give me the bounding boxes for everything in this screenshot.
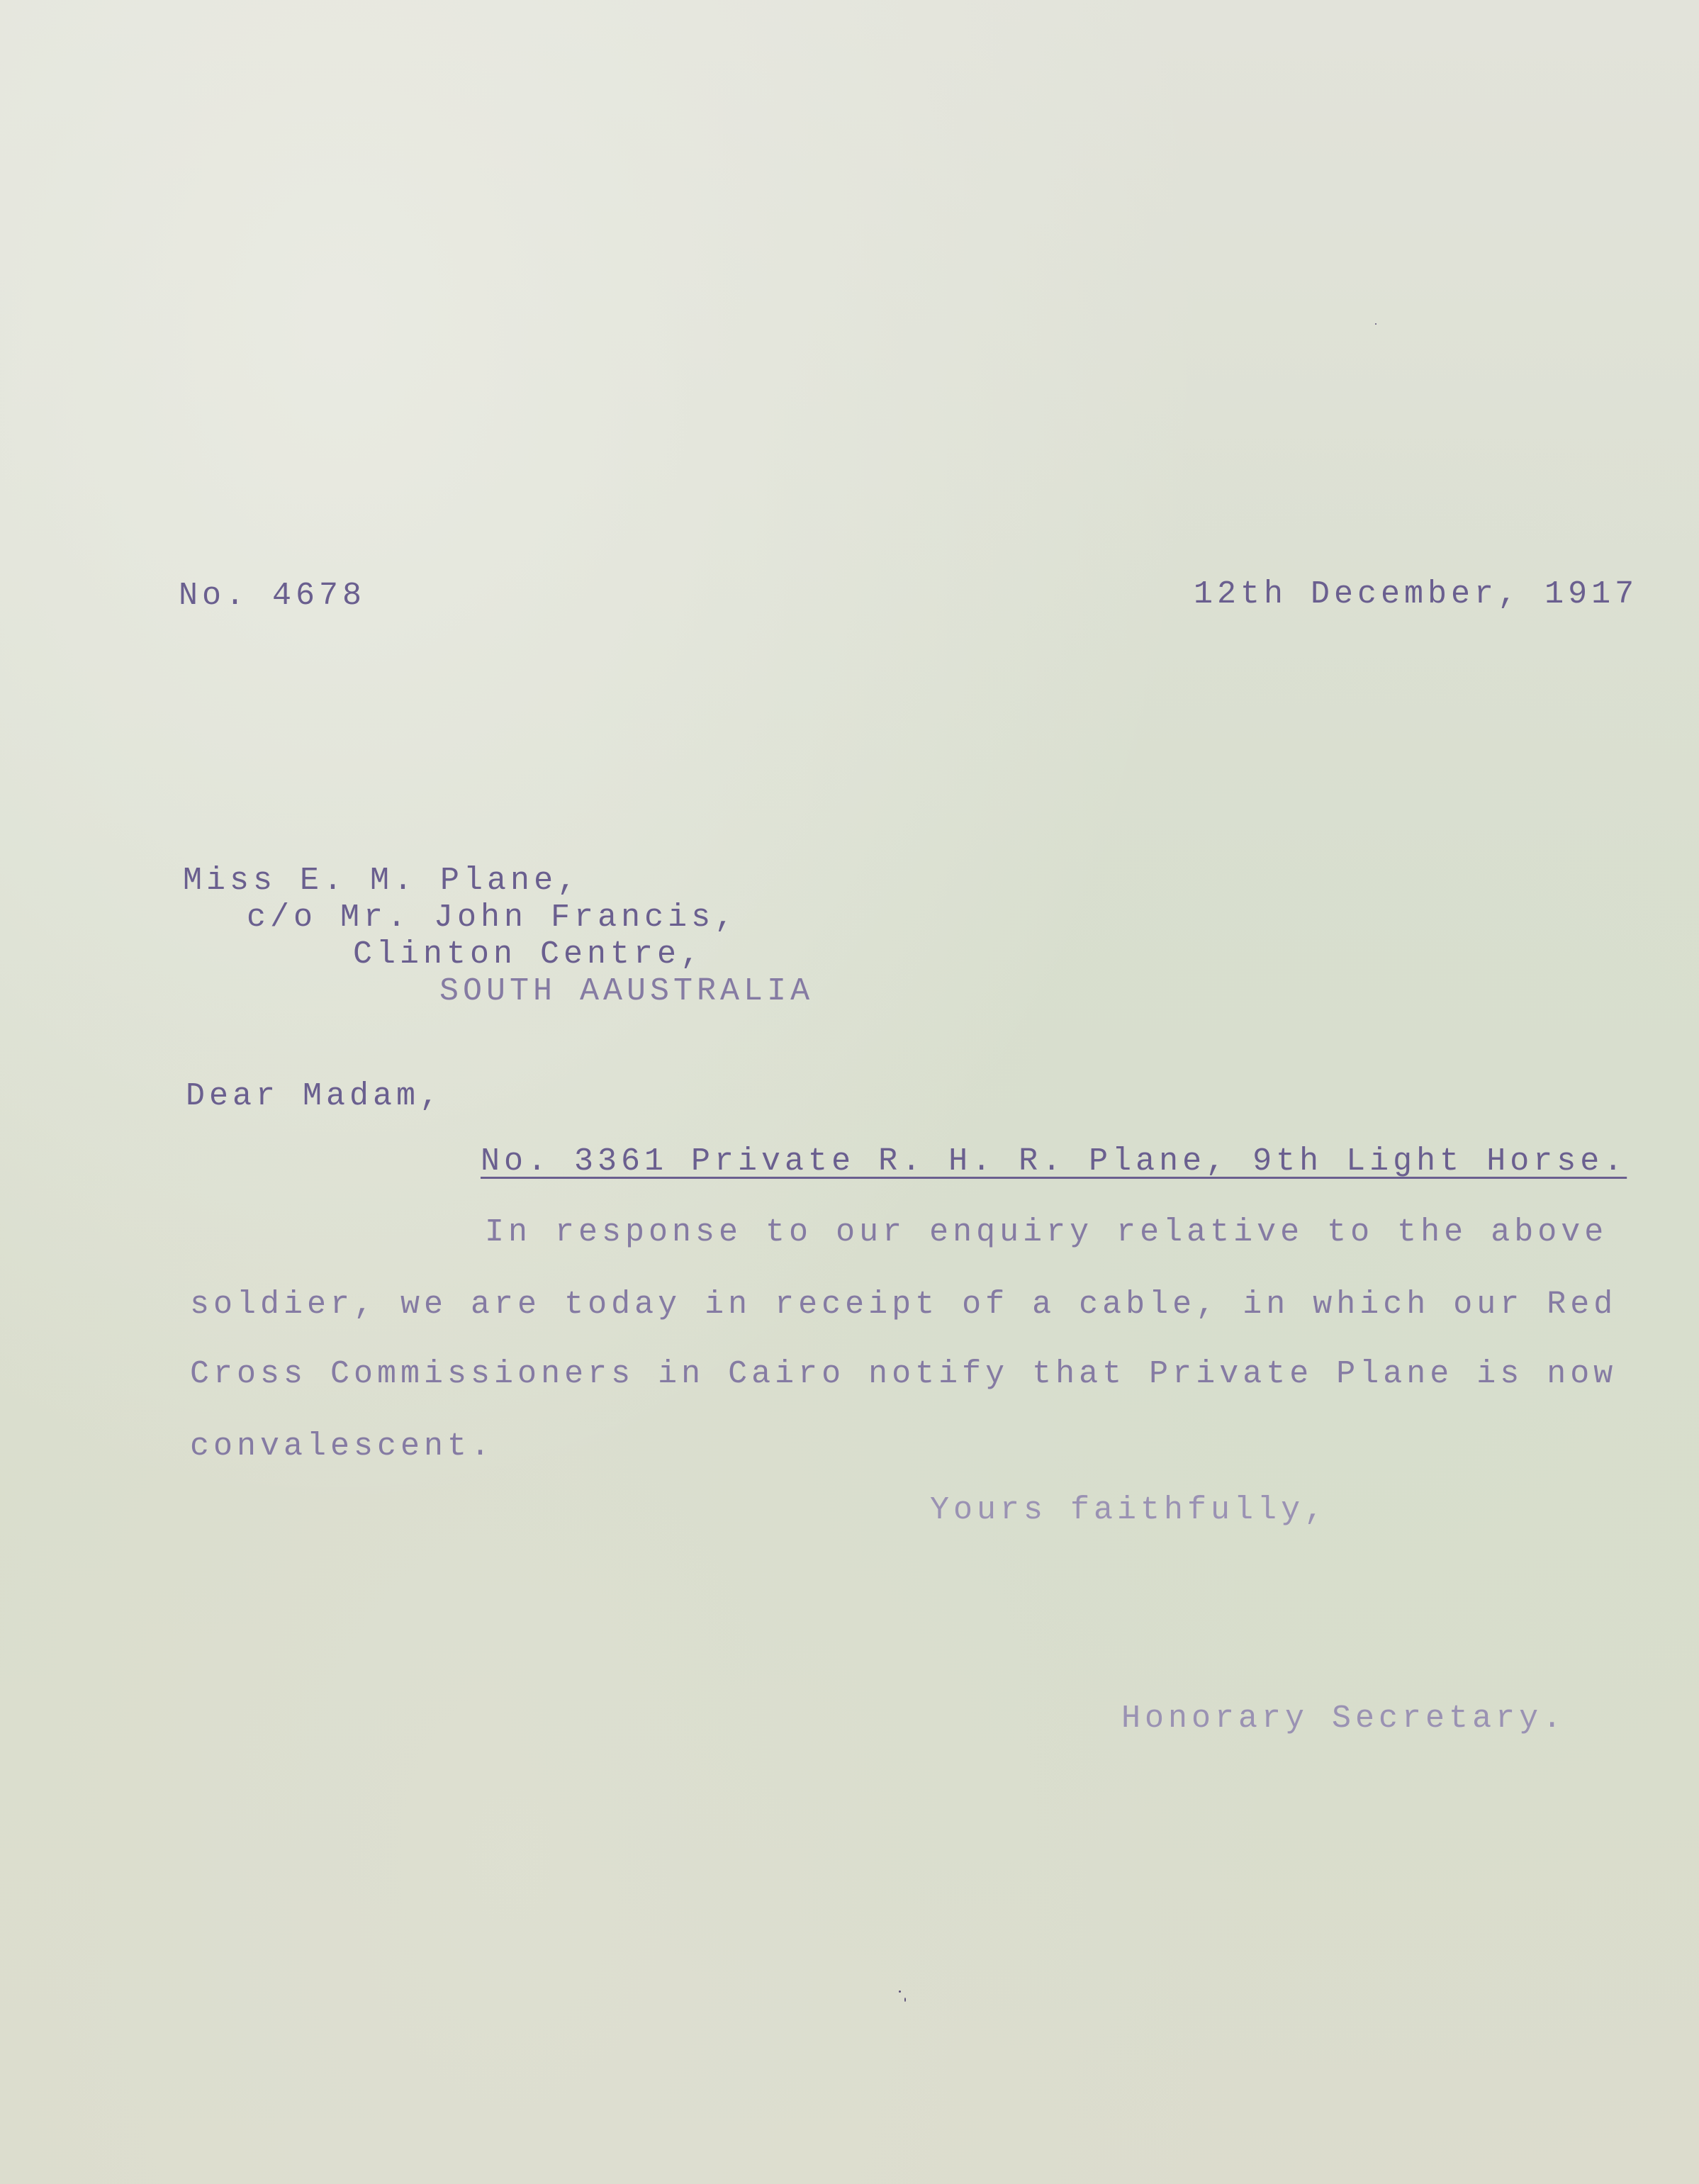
body-line-3: Cross Commissioners in Cairo notify that Private Plane is now (190, 1356, 1617, 1392)
recipient-name: Miss E. M. Plane, (183, 863, 581, 899)
reference-number: No. 4678 (179, 578, 366, 614)
body-line-1: In response to our enquiry relative to the above (485, 1214, 1608, 1250)
paper-speck (1375, 323, 1376, 325)
recipient-state: SOUTH AAUSTRALIA (439, 973, 814, 1009)
body-line-4: convalescent. (190, 1428, 495, 1465)
salutation: Dear Madam, (186, 1078, 444, 1114)
closing: Yours faithfully, (930, 1492, 1328, 1528)
paper-speck (899, 1990, 901, 1993)
paper-speck (904, 1998, 906, 2002)
signatory-title: Honorary Secretary. (1121, 1701, 1566, 1737)
subject-line: No. 3361 Private R. H. R. Plane, 9th Light Horse. (481, 1143, 1627, 1180)
recipient-care-of: c/o Mr. John Francis, (247, 900, 739, 936)
recipient-locality: Clinton Centre, (353, 936, 705, 973)
letter-date: 12th December, 1917 (1194, 576, 1639, 612)
body-line-2: soldier, we are today in receipt of a cable, in which our Red (190, 1287, 1617, 1323)
